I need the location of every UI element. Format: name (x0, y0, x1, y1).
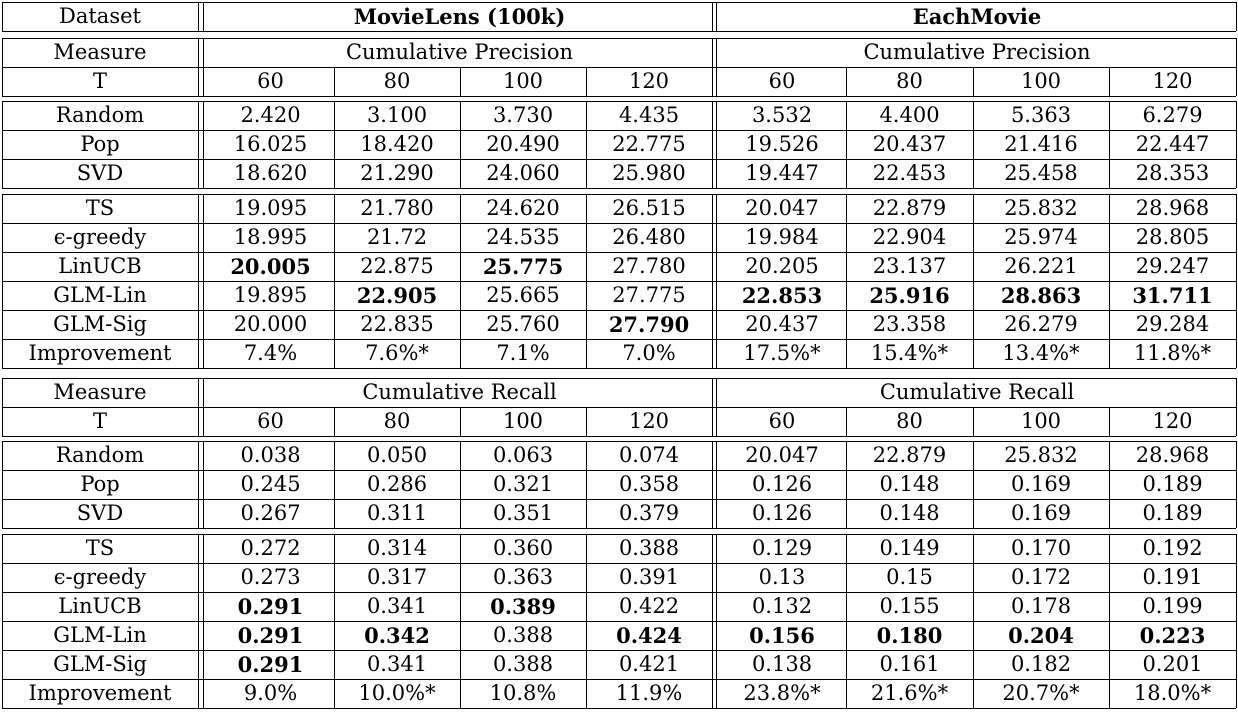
measure-row (0, 38, 1238, 67)
value-cell: 0.199 (1142, 594, 1203, 618)
value-cell: 21.290 (360, 161, 434, 185)
value-cell: 22.453 (872, 161, 947, 185)
value-cell: 0.192 (1142, 536, 1203, 560)
value-cell: 3.730 (492, 103, 554, 127)
table-rule (2, 436, 1236, 437)
table-rule (2, 708, 1236, 709)
value-cell: 0.391 (618, 565, 680, 589)
value-cell: 0.314 (366, 536, 428, 560)
measure-name: Cumulative Precision (863, 40, 1091, 64)
value-cell: 6.279 (1142, 103, 1203, 127)
best-value-cell: 0.424 (616, 623, 682, 648)
value-cell: 28.968 (1135, 443, 1210, 467)
method-name: ϵ-greedy (53, 565, 147, 589)
method-name: GLM-Sig (53, 652, 147, 676)
method-name: SVD (76, 501, 124, 525)
value-cell: 29.284 (1135, 312, 1210, 336)
value-cell: 22.835 (360, 312, 434, 336)
table-rule (2, 368, 1236, 369)
method-name: Random (55, 103, 145, 127)
value-cell: 20.047 (745, 196, 819, 220)
measure-label: Measure (53, 40, 147, 64)
value-cell: 24.060 (486, 161, 560, 185)
t-value: 100 (1020, 409, 1062, 433)
method-row (0, 101, 1238, 130)
value-cell: 0.363 (492, 565, 554, 589)
value-cell: 20.490 (486, 132, 560, 156)
value-cell: 23.137 (872, 254, 947, 278)
value-cell: 21.6%* (870, 681, 949, 705)
t-value: 60 (768, 409, 796, 433)
method-name: Pop (80, 132, 120, 156)
t-value: 60 (768, 69, 796, 93)
value-cell: 25.665 (486, 283, 560, 307)
method-row (0, 534, 1238, 563)
value-cell: 23.8%* (743, 681, 821, 705)
method-row (0, 592, 1238, 621)
value-cell: 0.149 (879, 536, 940, 560)
value-cell: 4.400 (879, 103, 940, 127)
measure-label: Measure (53, 380, 147, 404)
value-cell: 0.358 (618, 472, 680, 496)
measure-name: Cumulative Precision (345, 40, 574, 64)
value-cell: 0.148 (879, 472, 940, 496)
method-name: GLM-Sig (53, 312, 147, 336)
value-cell: 0.189 (1142, 501, 1203, 525)
value-cell: 26.221 (1004, 254, 1078, 278)
method-name: TS (85, 196, 115, 220)
best-value-cell: 25.916 (869, 283, 950, 308)
value-cell: 18.420 (360, 132, 434, 156)
dataset-movielens-header: MovieLens (100k) (353, 4, 566, 29)
value-cell: 0.155 (879, 594, 940, 618)
method-name: LinUCB (58, 594, 142, 618)
value-cell: 0.351 (492, 501, 554, 525)
value-cell: 20.7%* (1002, 681, 1080, 705)
value-cell: 0.138 (751, 652, 813, 676)
method-name: TS (85, 536, 115, 560)
value-cell: 22.875 (360, 254, 434, 278)
t-value: 120 (1152, 69, 1193, 93)
value-cell: 0.267 (240, 501, 301, 525)
value-cell: 20.205 (745, 254, 819, 278)
value-cell: 0.169 (1010, 501, 1072, 525)
value-cell: 0.321 (492, 472, 554, 496)
value-cell: 7.0% (622, 341, 676, 365)
value-cell: 18.995 (233, 225, 308, 249)
value-cell: 0.341 (366, 652, 428, 676)
value-cell: 19.984 (745, 225, 819, 249)
value-cell: 0.379 (618, 501, 680, 525)
value-cell: 27.780 (612, 254, 686, 278)
value-cell: 0.388 (492, 652, 554, 676)
value-cell: 0.129 (751, 536, 813, 560)
t-value: 60 (257, 409, 284, 433)
value-cell: 0.161 (879, 652, 940, 676)
method-row (0, 621, 1238, 650)
t-value: 100 (502, 69, 544, 93)
value-cell: 28.805 (1135, 225, 1210, 249)
t-value: 80 (383, 409, 411, 433)
value-cell: 28.968 (1135, 196, 1210, 220)
value-cell: 0.245 (240, 472, 301, 496)
value-cell: 0.388 (618, 536, 680, 560)
best-value-cell: 20.005 (230, 254, 311, 279)
value-cell: 22.775 (612, 132, 686, 156)
value-cell: 21.72 (366, 225, 428, 249)
value-cell: 0.182 (1010, 652, 1072, 676)
best-value-cell: 27.790 (608, 312, 690, 337)
method-row (0, 252, 1238, 281)
dataset-header-row (0, 2, 1238, 31)
value-cell: 25.832 (1004, 443, 1078, 467)
t-value: 100 (1020, 69, 1062, 93)
value-cell: 17.5%* (743, 341, 821, 365)
method-row (0, 159, 1238, 188)
method-name: LinUCB (58, 254, 142, 278)
method-row (0, 281, 1238, 310)
best-value-cell: 0.204 (1008, 623, 1074, 648)
value-cell: 0.063 (492, 443, 554, 467)
method-row (0, 441, 1238, 470)
method-row (0, 194, 1238, 223)
value-cell: 21.416 (1004, 132, 1078, 156)
method-name: Random (55, 443, 145, 467)
value-cell: 23.358 (872, 312, 947, 336)
best-value-cell: 25.775 (482, 254, 564, 279)
value-cell: 5.363 (1010, 103, 1072, 127)
best-value-cell: 28.863 (1000, 283, 1082, 308)
value-cell: 3.532 (751, 103, 813, 127)
value-cell: 0.422 (618, 594, 680, 618)
value-cell: 20.047 (745, 443, 819, 467)
value-cell: 19.095 (233, 196, 308, 220)
value-cell: 0.317 (366, 565, 428, 589)
value-cell: 22.879 (872, 196, 947, 220)
best-value-cell: 0.223 (1139, 623, 1206, 648)
value-cell: 0.201 (1142, 652, 1203, 676)
value-cell: 0.170 (1010, 536, 1072, 560)
value-cell: 22.447 (1135, 132, 1210, 156)
method-name: Improvement (28, 341, 172, 365)
dataset-header: Dataset (59, 4, 141, 28)
best-value-cell: 0.180 (876, 623, 943, 648)
measure-name: Cumulative Recall (362, 380, 557, 404)
value-cell: 11.8%* (1133, 341, 1212, 365)
t-value: 120 (628, 409, 670, 433)
value-cell: 18.620 (233, 161, 308, 185)
value-cell: 0.169 (1010, 472, 1072, 496)
t-value: 100 (502, 409, 544, 433)
value-cell: 0.191 (1142, 565, 1203, 589)
value-cell: 3.100 (366, 103, 428, 127)
value-cell: 21.780 (360, 196, 434, 220)
best-value-cell: 0.291 (237, 652, 304, 677)
value-cell: 20.000 (233, 312, 308, 336)
value-cell: 25.980 (612, 161, 686, 185)
t-value: 80 (896, 409, 923, 433)
value-cell: 0.132 (751, 594, 813, 618)
value-cell: 0.388 (492, 623, 554, 647)
value-cell: 0.15 (886, 565, 933, 589)
value-cell: 29.247 (1135, 254, 1210, 278)
value-cell: 0.038 (240, 443, 301, 467)
best-value-cell: 0.156 (749, 623, 815, 648)
value-cell: 25.974 (1004, 225, 1078, 249)
value-cell: 4.435 (618, 103, 680, 127)
best-value-cell: 0.291 (237, 594, 304, 619)
value-cell: 7.1% (496, 341, 550, 365)
method-row (0, 650, 1238, 679)
measure-row (0, 378, 1238, 407)
method-row (0, 130, 1238, 159)
t-value: 80 (896, 69, 923, 93)
table-rule (2, 188, 1236, 189)
value-cell: 26.515 (612, 196, 686, 220)
value-cell: 13.4%* (1002, 341, 1080, 365)
table-rule (2, 31, 1236, 32)
method-name: ϵ-greedy (53, 225, 147, 249)
value-cell: 0.126 (751, 501, 813, 525)
method-row (0, 563, 1238, 592)
value-cell: 0.341 (366, 594, 428, 618)
method-row (0, 679, 1238, 708)
value-cell: 24.535 (486, 225, 560, 249)
value-cell: 0.172 (1010, 565, 1072, 589)
value-cell: 15.4%* (870, 341, 949, 365)
value-cell: 25.458 (1004, 161, 1078, 185)
value-cell: 0.148 (879, 501, 940, 525)
t-value: 120 (1152, 409, 1193, 433)
value-cell: 25.760 (486, 312, 560, 336)
best-value-cell: 0.291 (237, 623, 304, 648)
dataset-eachmovie-header: EachMovie (912, 4, 1042, 29)
value-cell: 10.0%* (358, 681, 436, 705)
method-row (0, 339, 1238, 368)
value-cell: 2.420 (240, 103, 301, 127)
value-cell: 0.272 (240, 536, 301, 560)
value-cell: 0.178 (1010, 594, 1072, 618)
t-label: T (92, 69, 107, 93)
value-cell: 0.311 (366, 501, 428, 525)
best-value-cell: 0.342 (364, 623, 430, 648)
best-value-cell: 0.389 (490, 594, 556, 619)
t-row (0, 407, 1238, 436)
method-row (0, 223, 1238, 252)
value-cell: 19.895 (233, 283, 308, 307)
value-cell: 0.126 (751, 472, 813, 496)
value-cell: 0.360 (492, 536, 554, 560)
value-cell: 26.279 (1004, 312, 1078, 336)
value-cell: 18.0%* (1133, 681, 1212, 705)
value-cell: 22.879 (872, 443, 947, 467)
value-cell: 22.904 (872, 225, 947, 249)
t-label: T (92, 409, 107, 433)
table-rule (2, 528, 1236, 529)
value-cell: 19.447 (745, 161, 819, 185)
method-name: SVD (76, 161, 124, 185)
value-cell: 20.437 (745, 312, 819, 336)
value-cell: 7.4% (243, 341, 298, 365)
method-name: GLM-Lin (53, 623, 147, 647)
t-value: 60 (257, 69, 284, 93)
method-name: Improvement (28, 681, 172, 705)
value-cell: 24.620 (486, 196, 560, 220)
value-cell: 0.273 (240, 565, 301, 589)
t-value: 80 (383, 69, 411, 93)
value-cell: 0.189 (1142, 472, 1203, 496)
t-row (0, 67, 1238, 96)
table-rule (2, 96, 1236, 97)
value-cell: 10.8% (489, 681, 557, 705)
best-value-cell: 31.711 (1132, 283, 1213, 308)
method-row (0, 499, 1238, 528)
t-value: 120 (628, 69, 670, 93)
value-cell: 0.421 (618, 652, 680, 676)
method-row (0, 470, 1238, 499)
method-row (0, 310, 1238, 339)
value-cell: 0.286 (366, 472, 428, 496)
value-cell: 20.437 (872, 132, 947, 156)
method-name: GLM-Lin (53, 283, 147, 307)
measure-name: Cumulative Recall (879, 380, 1075, 404)
value-cell: 16.025 (233, 132, 308, 156)
value-cell: 11.9% (615, 681, 683, 705)
value-cell: 0.050 (366, 443, 428, 467)
value-cell: 25.832 (1004, 196, 1078, 220)
value-cell: 7.6%* (365, 341, 429, 365)
value-cell: 28.353 (1135, 161, 1210, 185)
best-value-cell: 22.905 (356, 283, 438, 308)
method-name: Pop (80, 472, 120, 496)
value-cell: 0.13 (758, 565, 806, 589)
best-value-cell: 22.853 (741, 283, 823, 308)
value-cell: 0.074 (618, 443, 680, 467)
value-cell: 27.775 (612, 283, 686, 307)
value-cell: 19.526 (745, 132, 819, 156)
value-cell: 26.480 (612, 225, 686, 249)
value-cell: 9.0% (243, 681, 298, 705)
